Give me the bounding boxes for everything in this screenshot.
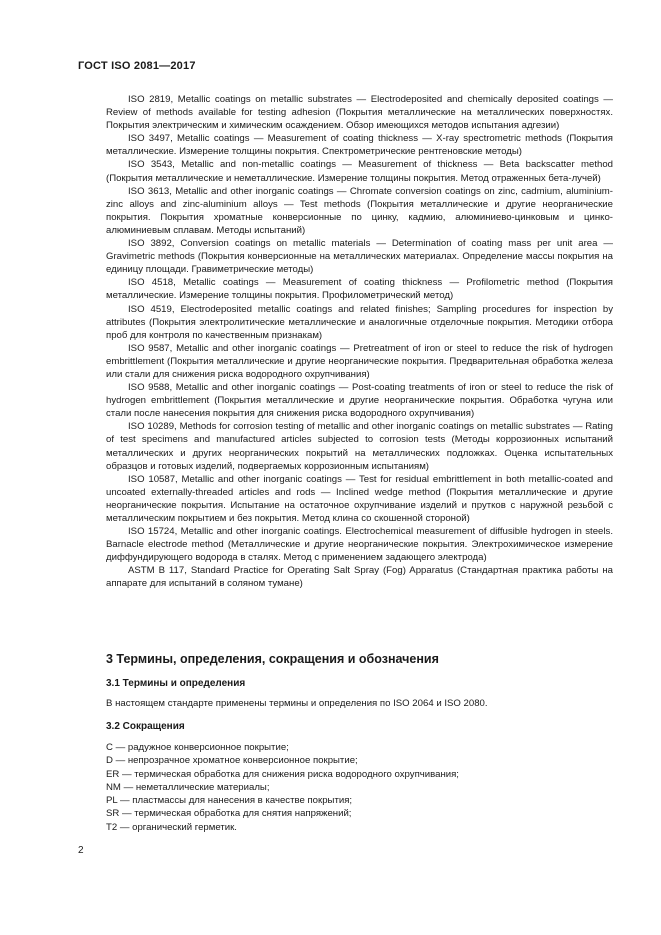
reference-item: ISO 15724, Metallic and other inorganic coatings. Electrochemical measurement of diffusible hydrogen in steels. Barnacle electrode method (Металлические и другие неорганические покрытия. Электрохимическое измерение диффундирующего водорода в сталях. Метод с применением задающего электрода) (106, 526, 613, 564)
subsection-3-1-text: В настоящем стандарте применены термины и определения по ISO 2064 и ISO 2080. (106, 698, 488, 709)
abbreviation-item: SR — термическая обработка для снятия напряжений; (106, 808, 352, 820)
page-number: 2 (78, 845, 84, 856)
abbreviation-item: D — непрозрачное хроматное конверсионное покрытие; (106, 755, 358, 767)
reference-item: ISO 9587, Metallic and other inorganic coatings — Pretreatment of iron or steel to reduce the risk of hydrogen embrittlement (Покрытия металлические и другие неорганические покрытия. Предварительная обработка железа или стали для снижения риска водородного охрупчивания) (106, 342, 613, 380)
reference-item: ISO 2819, Metallic coatings on metallic substrates — Electrodeposited and chemically deposited coatings — Review of methods available for testing adhesion (Покрытия металлические на металлических поверхностях. Покрытия электрическим и химическим осаждением. Обзор имеющихся методов испытания адгезии) (106, 94, 613, 132)
reference-item: ISO 3613, Metallic and other inorganic coatings — Chromate conversion coatings on zinc, cadmium, aluminium-zinc alloys and zinc-aluminium alloys — Test methods (Покрытия металлические и другие неорганические покрытия. Покрытия хроматные конверсионные по цинку, кадмию, алюминиево-цинковым и цинко-алюминиевым сплавам. Методы испытаний) (106, 185, 613, 236)
normative-references (106, 93, 613, 591)
reference-item: ASTM B 117, Standard Practice for Operating Salt Spray (Fog) Apparatus (Стандартная практика работы на аппарате для испытаний в соляном тумане) (106, 565, 613, 590)
reference-item: ISO 3543, Metallic and non-metallic coatings — Measurement of thickness — Beta backscatter method (Покрытия металлические и неметаллические. Измерение толщины покрытия. Метод отраженных бета-лучей) (106, 159, 613, 184)
section-3-title: 3 Термины, определения, сокращения и обозначения (106, 652, 439, 666)
reference-item: ISO 10587, Metallic and other inorganic coatings — Test for residual embrittlement in both metallic-coated and uncoated externally-threaded articles and rods — Inclined wedge method (Покрытия металлические и другие неорганические покрытия. Испытание на остаточное охрупчивание изделий и прутков с наружной резьбой с металлическим покрытием и без покрытия. Метод клина со скошенной стороной) (106, 473, 613, 524)
reference-item: ISO 9588, Metallic and other inorganic coatings — Post-coating treatments of iron or steel to reduce the risk of hydrogen embrittlement (Покрытия металлические и другие неорганические покрытия. Обработка чугуна или стали после нанесения покрытия для снижения риска водородного охрупчивания) (106, 382, 613, 420)
reference-item: ISO 3497, Metallic coatings — Measurement of coating thickness — X-ray spectrometric methods (Покрытия металлические. Измерение толщины покрытия. Спектрометрические рентгеновские методы) (106, 133, 613, 158)
abbreviation-item: ER — термическая обработка для снижения риска водородного охрупчивания; (106, 768, 459, 780)
reference-item: ISO 10289, Methods for corrosion testing of metallic and other inorganic coatings on metallic substrates — Rating of test specimens and manufactured articles subjected to corrosion tests (Методы коррозионных испытаний металлических и других неорганических покрытий на металлических подложках. Оценка испытательных образцов и готовых изделий, подвергаемых коррозионным испытаниям) (106, 421, 613, 472)
subsection-3-2-title: 3.2 Сокращения (106, 721, 185, 732)
abbreviation-item: C — радужное конверсионное покрытие; (106, 742, 289, 753)
reference-item: ISO 4519, Electrodeposited metallic coatings and related finishes; Sampling procedures for inspection by attributes (Покрытия электролитические металлические и аналогичные отделочные покрытия. Методики отбора проб для контроля по качественным признакам) (106, 303, 613, 341)
abbreviations-list (106, 741, 613, 834)
abbreviation-item: PL — пластмассы для нанесения в качестве покрытия; (106, 795, 353, 807)
document-header: ГОСТ ISO 2081—2017 (78, 60, 196, 72)
reference-item: ISO 3892, Conversion coatings on metallic materials — Determination of coating mass per unit area — Gravimetric methods (Покрытия конверсионные на металлических материалах. Определение массы покрытия на единицу площади. Гравиметрические методы) (106, 238, 613, 276)
reference-item: ISO 4518, Metallic coatings — Measurement of coating thickness — Profilometric method (Покрытия металлические. Измерение толщины покрытия. Профилометрический метод) (106, 277, 613, 302)
abbreviation-item: T2 — органический герметик. (106, 821, 237, 833)
abbreviation-item: NM — неметаллические материалы; (106, 781, 270, 793)
subsection-3-1-title: 3.1 Термины и определения (106, 678, 246, 689)
